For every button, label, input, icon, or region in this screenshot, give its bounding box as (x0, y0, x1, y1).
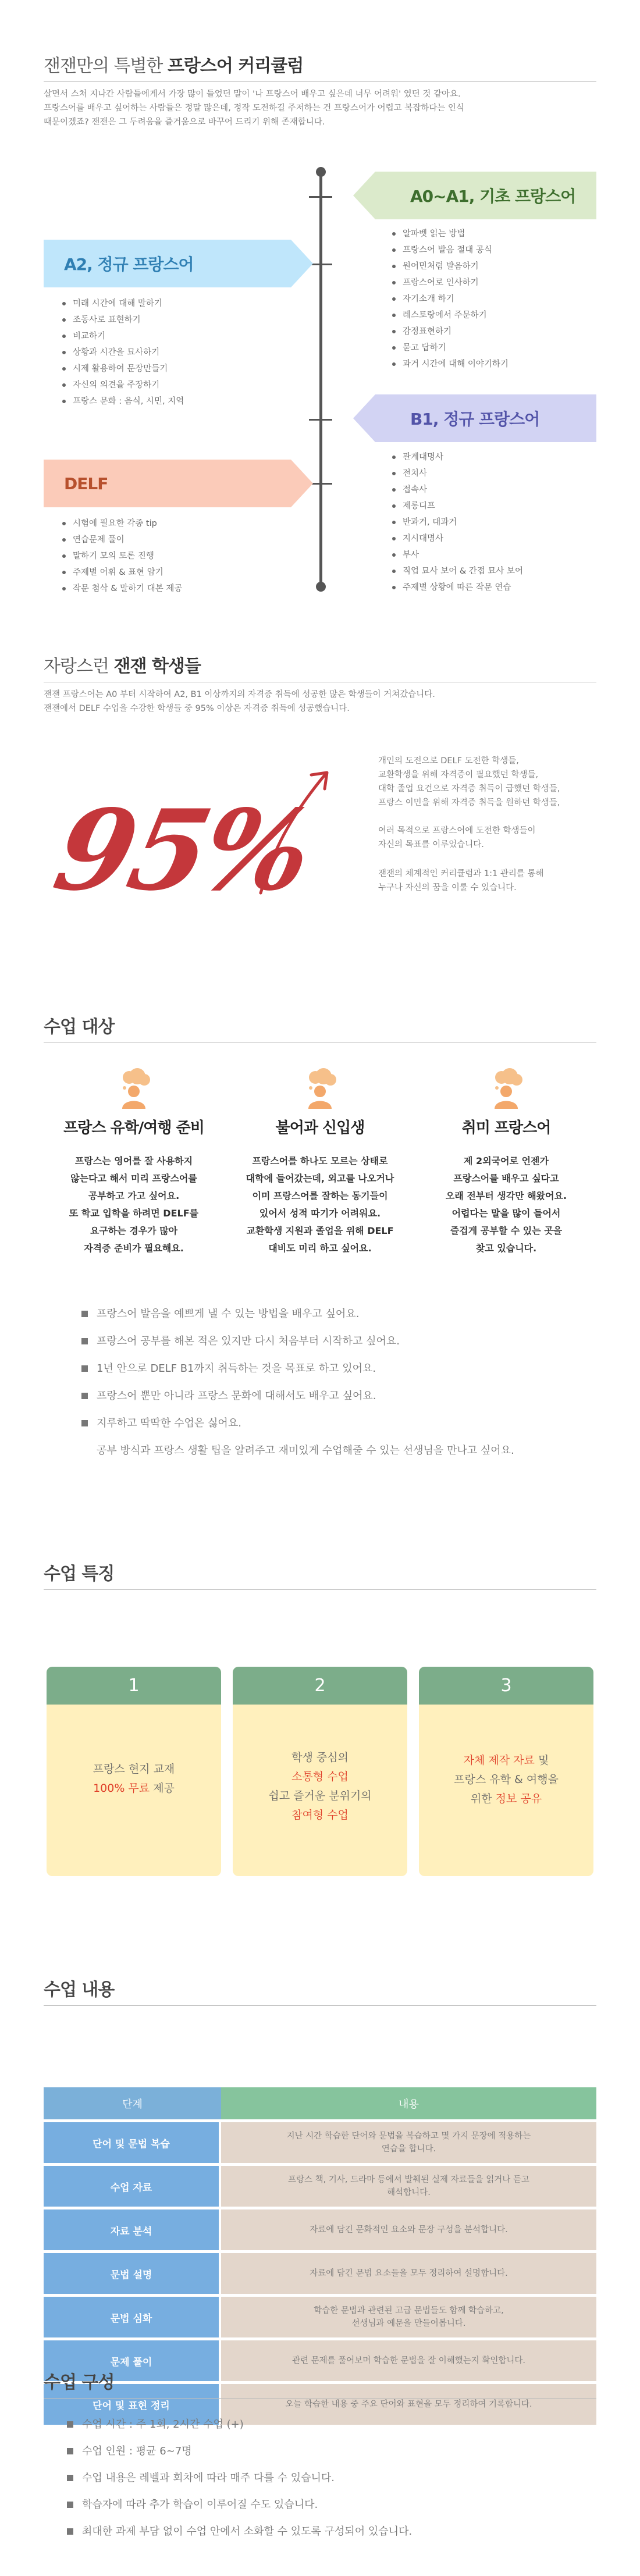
feature-card-number: 3 (419, 1667, 593, 1705)
students-paragraph-3: 잰잰의 체계적인 커리큘럼과 1:1 관리를 통해 누구나 자신의 꿈을 이룰 수 있습니다. (378, 869, 544, 892)
level-a0-a1-list (391, 226, 509, 372)
list-item: 작문 첨삭 & 말하기 대본 제공 (61, 581, 182, 597)
person-thinking-icon (112, 1065, 156, 1109)
list-item: 상황과 시간을 묘사하기 (61, 344, 184, 361)
list-item: 묻고 답하기 (391, 340, 509, 356)
list-item-continuation: 공부 방식과 프랑스 생활 팁을 알려주고 재미있게 수업해줄 수 있는 선생님을 만나고 싶어요. (97, 1444, 514, 1457)
targets-heading (44, 1012, 596, 1043)
timeline-tick (309, 419, 332, 421)
level-a2-banner: A2, 정규 프랑스어 (44, 240, 291, 287)
students-intro: 잰잰 프랑스어는 A0 부터 시작하여 A2, B1 이상까지의 자격증 취득에 성공한 많은 학생들이 거쳐갔습니다. 잰잰에서 DELF 수업을 수강한 학생들 중 95% 이상은 자격증 취득에 성공했습니다. (44, 690, 435, 713)
list-item: 반과거, 대과거 (391, 514, 523, 531)
list-item: 관계대명사 (391, 449, 523, 465)
list-item: 자기소개 하기 (391, 291, 509, 307)
target-card-freshman: 불어과 신입생 프랑스어를 하나도 모르는 상태로 대학에 들어갔는데, 외고를 나오거나 이미 프랑스어를 잘하는 동기들이 있어서 성적 따기가 어려워요. 교환학생 지원과 졸업을 위해 DELF 대비도 미리 하고 싶어요. (233, 1065, 407, 1257)
list-item: 시제 활용하여 문장만들기 (61, 361, 184, 377)
table-row: 자료 분석 자료에 담긴 문화적인 요소와 문장 구성을 분석합니다. (44, 2209, 596, 2250)
level-b1-list (391, 449, 523, 596)
list-item: 학습자에 따라 추가 학습이 이루어질 수도 있습니다. (67, 2492, 591, 2518)
list-item: 프랑스어 뿐만 아니라 프랑스 문화에 대해서도 배우고 싶어요. (81, 1382, 593, 1410)
list-item: 원어민처럼 발음하기 (391, 258, 509, 275)
list-item: 지루하고 딱딱한 수업은 싫어요. (81, 1410, 593, 1437)
list-item: 시험에 필요한 각종 tip (61, 515, 182, 532)
curriculum-heading (44, 51, 596, 82)
level-delf-banner: DELF (44, 460, 291, 507)
list-item: 조동사로 표현하기 (61, 312, 184, 328)
targets-title: 수업 대상 (44, 1017, 115, 1037)
list-item: 수업 인원 : 평균 6~7명 (67, 2438, 591, 2465)
success-percent: 95% (44, 785, 321, 915)
list-item: 프랑스 문화 : 음식, 시민, 지역 (61, 393, 184, 410)
list-item: 감정표현하기 (391, 323, 509, 340)
table-header-step: 단계 (44, 2087, 221, 2119)
features-heading (44, 1559, 596, 1590)
table-row: 단어 및 문법 복습 지난 시간 학습한 단어와 문법을 복습하고 몇 가지 문장에 적용하는 연습을 합니다. (44, 2122, 596, 2163)
timeline-tick (309, 196, 332, 198)
composition-heading (44, 2368, 596, 2399)
list-item: 직업 묘사 보어 & 간접 묘사 보어 (391, 563, 523, 579)
list-item: 프랑스어로 인사하기 (391, 275, 509, 291)
list-item: 과거 시간에 대해 이야기하기 (391, 356, 509, 372)
rising-arrow-icon (256, 762, 337, 896)
list-item: 1년 안으로 DELF B1까지 취득하는 것을 목표로 하고 있어요. (81, 1355, 593, 1382)
table-row: 문제 풀이 관련 문제를 풀어보며 학습한 문법을 잘 이해했는지 확인합니다. (44, 2340, 596, 2381)
list-item: 레스토랑에서 주문하기 (391, 307, 509, 323)
composition-list (67, 2411, 591, 2545)
composition-title: 수업 구성 (44, 2372, 115, 2393)
table-header-content: 내용 (221, 2087, 596, 2119)
list-item: 최대한 과제 부담 없이 수업 안에서 소화할 수 있도록 구성되어 있습니다. (67, 2518, 591, 2545)
list-item: 자신의 의견을 주장하기 (61, 377, 184, 393)
level-a2-list (61, 296, 184, 410)
list-item: 알파벳 읽는 방법 (391, 226, 509, 242)
list-item: 주제별 어휘 & 표현 암기 (61, 564, 182, 581)
table-row: 단어 및 표현 정리 오늘 학습한 내용 중 주요 단어와 표현을 모두 정리하여 기록합니다. (44, 2384, 596, 2425)
level-b1-banner: B1, 정규 프랑스어 (375, 394, 596, 442)
list-item: 프랑스어 공부를 해본 적은 있지만 다시 처음부터 시작하고 싶어요. (81, 1328, 593, 1355)
targets-bullet-list (81, 1300, 593, 1464)
level-a0-a1-banner: A0~A1, 기초 프랑스어 (375, 172, 596, 219)
timeline-line (319, 172, 322, 585)
list-item: 지시대명사 (391, 531, 523, 547)
table-row: 수업 자료 프랑스 책, 기사, 드라마 등에서 발췌된 실제 자료들을 읽거나 듣고 해석합니다. (44, 2166, 596, 2207)
feature-card-number: 2 (233, 1667, 407, 1705)
list-item: 프랑스어 발음을 예쁘게 낼 수 있는 방법을 배우고 싶어요. (81, 1300, 593, 1328)
timeline-dot (316, 167, 326, 177)
feature-card-number: 1 (47, 1667, 221, 1705)
list-item: 비교하기 (61, 328, 184, 344)
feature-card-3: 3 자체 제작 자료 및 프랑스 유학 & 여행을 위한 정보 공유 (419, 1667, 593, 1876)
list-item: 제롱디프 (391, 498, 523, 514)
list-item: 전치사 (391, 465, 523, 482)
table-row: 문법 심화 학습한 문법과 관련된 고급 문법들도 함께 학습하고, 선생님과 예문을 만들어봅니다. (44, 2297, 596, 2337)
students-paragraph-2: 여러 목적으로 프랑스어에 도전한 학생들이 자신의 목표를 이루었습니다. (378, 826, 536, 849)
person-thinking-icon (484, 1065, 528, 1109)
list-item: 수업 시간 : 주 1회, 2시간 수업 (+) (67, 2411, 591, 2438)
target-card-study-abroad: 프랑스 유학/여행 준비 프랑스는 영어를 잘 사용하지 않는다고 해서 미리 프랑스어를 공부하고 가고 싶어요. 또 학교 입학을 하려면 DELF를 요구하는 경우가 많아 자격증 준비가 필요해요. (47, 1065, 221, 1257)
content-title: 수업 내용 (44, 1980, 115, 2000)
students-heading (44, 652, 596, 682)
curriculum-title: 잰잰만의 특별한 프랑스어 커리큘럼 (44, 56, 304, 76)
list-item: 접속사 (391, 482, 523, 498)
table-row: 문법 설명 자료에 담긴 문법 요소들을 모두 정리하여 설명합니다. (44, 2253, 596, 2294)
content-heading (44, 1975, 596, 2006)
person-thinking-icon (298, 1065, 342, 1109)
list-item: 부사 (391, 547, 523, 563)
list-item: 미래 시간에 대해 말하기 (61, 296, 184, 312)
list-item: 프랑스어 발음 절대 공식 (391, 242, 509, 258)
curriculum-intro: 살면서 스쳐 지나간 사람들에게서 가장 많이 들었던 말이 '나 프랑스어 배우고 싶은데 너무 어려워' 였던 것 같아요. 프랑스어를 배우고 싶어하는 사람들은 정말 많은데, 정작 도전하길 주저하는 건 프랑스어가 어렵고 복잡하다는 인식 때문이겠죠? 잰잰은 그 두려움을 즐거움으로 바꾸어 드리기 위해 존재합니다. (44, 90, 464, 127)
feature-card-2: 2 학생 중심의 소통형 수업 쉽고 즐거운 분위기의 참여형 수업 (233, 1667, 407, 1876)
list-item: 수업 내용은 레벨과 회차에 따라 매주 다를 수 있습니다. (67, 2465, 591, 2492)
list-item: 연습문제 풀이 (61, 532, 182, 548)
timeline-dot (316, 582, 326, 592)
level-delf-list (61, 515, 182, 597)
list-item: 주제별 상황에 따른 작문 연습 (391, 579, 523, 596)
feature-card-1: 1 프랑스 현지 교재 100% 무료 제공 (47, 1667, 221, 1876)
students-title: 자랑스런 잰잰 학생들 (44, 656, 201, 677)
features-title: 수업 특징 (44, 1564, 115, 1584)
students-paragraph-1: 개인의 도전으로 DELF 도전한 학생들, 교환학생을 위해 자격증이 필요했던 학생들, 대학 졸업 요건으로 자격증 취득이 급했던 학생들, 프랑스 이민을 위해 자격증 취득을 원하던 학생들, (378, 756, 560, 807)
list-item: 말하기 모의 토론 진행 (61, 548, 182, 564)
target-card-hobby: 취미 프랑스어 제 2외국어로 언젠가 프랑스어를 배우고 싶다고 오래 전부터 생각만 해왔어요. 어렵다는 말을 많이 들어서 즐겁게 공부할 수 있는 곳을 찾고 있습니다. (419, 1065, 593, 1257)
table-header-row (44, 2087, 596, 2119)
